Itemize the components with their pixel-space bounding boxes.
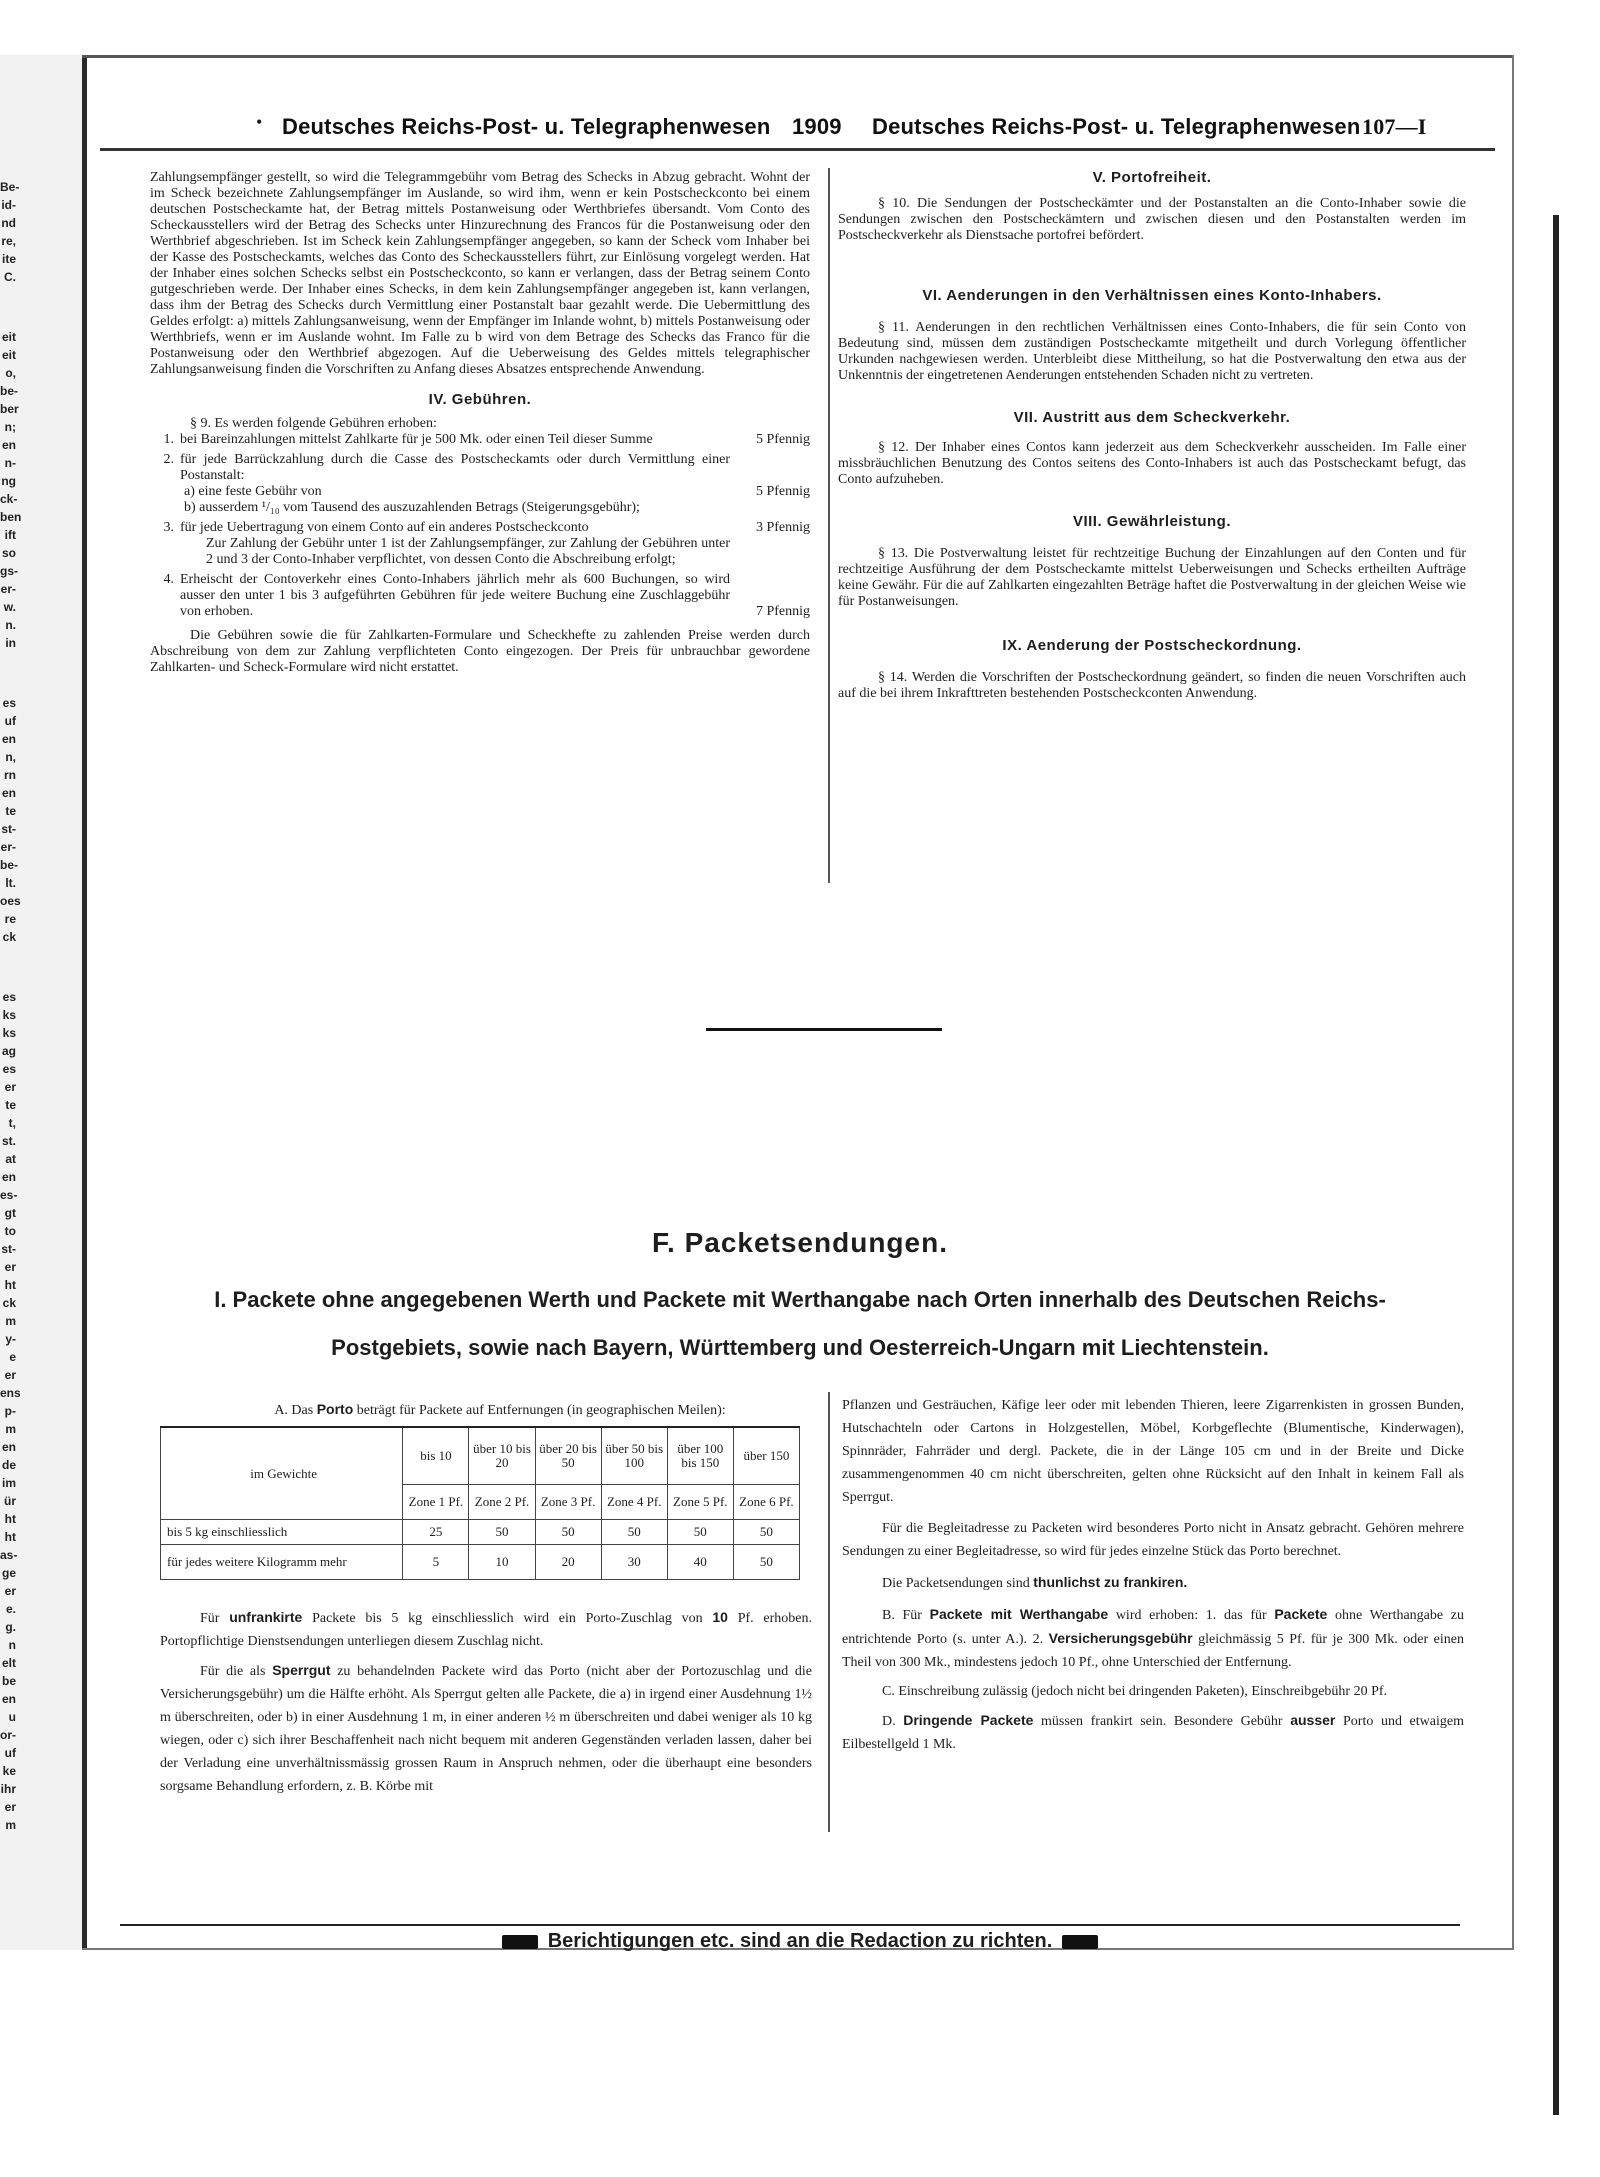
text-run: Für die als bbox=[200, 1664, 273, 1679]
section-f-subtitle-line2: Postgebiets, sowie nach Bayern, Württemberg und Oesterreich-Ungarn mit Liechtenstein. bbox=[331, 1335, 1269, 1360]
margin-fragment: ck bbox=[2, 930, 16, 944]
margin-fragment: uf bbox=[4, 1746, 16, 1760]
einschreibung-paragraph: C. Einschreibung zulässig (jedoch nicht bei dringenden Paketen), Einschreibgebühr 20 Pf. bbox=[882, 1684, 1388, 1699]
page-header bbox=[100, 108, 1490, 142]
margin-fragment: en bbox=[1, 1692, 16, 1706]
fee-number: 2. bbox=[163, 452, 174, 467]
margin-fragment: id- bbox=[1, 198, 16, 212]
fee-item-3 bbox=[150, 520, 810, 536]
margin-fragment: en bbox=[1, 438, 16, 452]
fee-text: Erheischt der Contoverkehr eines Conto-Inhabers jährlich mehr als 600 Buchungen, so wird ausser den unter 1 bis 3 aufgeführten Gebühren für jede weitere Buchung eine Zuschlaggebühr von erhoben. bbox=[180, 572, 730, 619]
text-run: B. Für bbox=[882, 1608, 930, 1623]
margin-fragment: ks bbox=[2, 1008, 16, 1022]
fee-list bbox=[150, 432, 810, 620]
footer-text: Berichtigungen etc. sind an die Redaction zu richten. bbox=[547, 1930, 1053, 1952]
bold-run: Dringende Packete bbox=[903, 1712, 1034, 1728]
margin-fragment: n bbox=[8, 1638, 16, 1652]
margin-fragment: er bbox=[4, 1584, 16, 1598]
margin-fragment: ür bbox=[4, 1494, 16, 1508]
text-run: zu behandelnden Packete wird das Porto (nicht aber der Portozuschlag und die Versicherungsgebühr) um die Hälfte erhöht. Als Sperrgut gelten alle Packete, die a) in irgend einer Ausdehnung 1½ m überschreiten, oder b) in einer Ausdehnung 1 m, in einer anderen ½ m überschreiten und dabei weniger als 10 kg wiegen, oder c) sich ihrer Beschaffenheit nach nicht bequem mit anderen Gegenständen verladen lassen, daher bei der Verladung eine unverhältnissmässig grossen Raum in Anspruch nehmen, oder die überhaupt eine besonders sorgsame Behandlung erfordern, z. B. Körbe mit bbox=[160, 1664, 813, 1794]
margin-fragment: st- bbox=[1, 822, 16, 836]
fee-text: für jede Uebertragung von einem Conto auf ein anderes Postscheckconto bbox=[180, 520, 589, 535]
margin-fragment: n; bbox=[4, 420, 16, 434]
range-header: über 20 bis 50 bbox=[535, 1427, 601, 1485]
margin-fragment: t, bbox=[8, 1116, 16, 1130]
margin-fragment: es bbox=[2, 696, 16, 710]
right-column bbox=[838, 168, 1466, 702]
caption-text: beträgt für Packete auf Entfernungen (in geographischen Meilen): bbox=[353, 1403, 726, 1418]
margin-fragment: as- bbox=[0, 1548, 18, 1562]
section-iv-intro: § 9. Es werden folgende Gebühren erhoben: bbox=[190, 416, 437, 431]
text-run: wird erhoben: 1. das für bbox=[1108, 1608, 1275, 1623]
sperrgut-continued: Pflanzen und Gesträuchen, Käfige leer oder mit lebenden Thieren, leere Zigarrenkisten in grossen Bunden, Hutschachteln oder Cartons in Holzgestellen, Möbel, Korbgeflechte (Blumentische, Kinderwagen), Spinnräder, Fahrräder und dergl. Packete, die in der Länge 105 cm und in der Breite und Dicke zusammengenommen 40 cm nicht überschreiten, gelten ohne Rücksicht auf den Inhalt in keinem Fall als Sperrgut. bbox=[842, 1398, 1464, 1505]
margin-fragment: be bbox=[1, 1674, 16, 1688]
page-number: 107—I bbox=[1362, 114, 1427, 139]
margin-fragment: st. bbox=[1, 1134, 16, 1148]
margin-fragment: e. bbox=[5, 1602, 16, 1616]
margin-fragment: gs- bbox=[0, 564, 18, 578]
rate-cell: 20 bbox=[535, 1545, 601, 1580]
fee-number: 3. bbox=[163, 520, 174, 535]
section-ix-text: § 14. Werden die Vorschriften der Postscheckordnung geändert, so finden die neuen Vorschriften auch auf die bei ihrem Inkrafttreten bestehenden Postscheckconten Anwendung. bbox=[838, 670, 1466, 701]
header-year: 1909 bbox=[792, 114, 842, 139]
fee-amount: 7 Pfennig bbox=[755, 604, 810, 619]
margin-fragment: gt bbox=[4, 1206, 16, 1220]
section-v-text: § 10. Die Sendungen der Postscheckämter und der Postanstalten an die Conto-Inhaber sowie die Sendungen zwischen den Postscheckämtern und zwischen diesen und den Postanstalten werden im Postscheckverkehr als Dienstsache portofrei befördert. bbox=[838, 196, 1466, 243]
page-top-edge bbox=[82, 55, 1512, 58]
margin-fragment: en bbox=[1, 1170, 16, 1184]
margin-fragment: rn bbox=[4, 768, 16, 782]
margin-fragment: ng bbox=[1, 474, 16, 488]
footer-rule bbox=[120, 1924, 1460, 1926]
rate-cell: 5 bbox=[403, 1545, 469, 1580]
werthangabe-paragraph bbox=[842, 1603, 1464, 1674]
adjacent-page-strip bbox=[0, 55, 87, 1950]
fee-text: b) ausserdem ¹/₁₀ vom Tausend des auszuzahlenden Betrags (Steigerungsgebühr); bbox=[184, 500, 640, 515]
fee-text: Zur Zahlung der Gebühr unter 1 ist der Zahlungsempfänger, zur Zahlung der Gebühren unter 2 und 3 der Conto-Inhaber verpflichtet, von dessen Conto die Abschreibung erfolgt; bbox=[206, 536, 730, 567]
range-header: über 50 bis 100 bbox=[601, 1427, 667, 1485]
text-run: Die Packetsendungen sind bbox=[882, 1576, 1034, 1591]
rate-cell: 30 bbox=[601, 1545, 667, 1580]
margin-fragment: ks bbox=[2, 1026, 16, 1040]
fee-text: für jede Barrückzahlung durch die Casse des Postscheckamts oder durch Vermittlung einer Postanstalt: bbox=[180, 452, 730, 483]
margin-fragment: ag bbox=[1, 1044, 16, 1058]
bold-run: Packete bbox=[1274, 1606, 1328, 1622]
section-iv-closing: Die Gebühren sowie die für Zahlkarten-Formulare und Scheckhefte zu zahlenden Preise werden durch Abschreibung von dem zur Zahlung verpflichteten Conto eingezogen. Der Preis für unbrauchbar gewordene Zahlkarten- und Scheck-Formulare wird nicht erstattet. bbox=[150, 628, 810, 675]
column-divider bbox=[828, 168, 830, 883]
margin-fragment: ber bbox=[0, 402, 19, 416]
header-bullet: • bbox=[256, 112, 263, 132]
margin-fragment: y- bbox=[5, 1332, 16, 1346]
margin-fragment: u bbox=[8, 1710, 16, 1724]
fee-text: bei Bareinzahlungen mittelst Zahlkarte für je 500 Mk. oder einen Teil dieser Summe bbox=[180, 432, 653, 447]
margin-fragment: re, bbox=[1, 234, 16, 248]
rate-cell: 25 bbox=[403, 1520, 469, 1545]
zone-header: Zone 4 Pf. bbox=[601, 1485, 667, 1520]
page-right-edge bbox=[1512, 55, 1514, 1950]
rate-cell: 40 bbox=[667, 1545, 733, 1580]
fee-amount: 3 Pfennig bbox=[755, 520, 810, 535]
fee-number: 1. bbox=[163, 432, 174, 447]
rate-cell: 50 bbox=[733, 1545, 799, 1580]
bold-run: Sperrgut bbox=[272, 1662, 331, 1678]
caption-bold: Porto bbox=[316, 1401, 354, 1417]
margin-fragment: Be- bbox=[0, 180, 20, 194]
margin-fragment: er bbox=[4, 1800, 16, 1814]
weight-header: im Gewichte bbox=[161, 1427, 403, 1520]
section-viii-title: VIII. Gewährleistung. bbox=[1072, 513, 1232, 530]
margin-fragment: eit bbox=[1, 348, 16, 362]
text-run: Für bbox=[200, 1611, 230, 1626]
zone-header: Zone 5 Pf. bbox=[667, 1485, 733, 1520]
margin-fragment: p- bbox=[4, 1404, 16, 1418]
margin-fragment: en bbox=[1, 786, 16, 800]
sperrgut-paragraph bbox=[160, 1659, 812, 1798]
section-vi-title: VI. Aenderungen in den Verhältnissen eines Konto-Inhabers. bbox=[922, 287, 1382, 304]
margin-fragment: be- bbox=[0, 384, 18, 398]
fee-item-2b bbox=[150, 500, 810, 516]
margin-fragment: er- bbox=[0, 840, 16, 854]
margin-fragment: at bbox=[5, 1152, 16, 1166]
rate-cell: 50 bbox=[667, 1520, 733, 1545]
bold-run: ausser bbox=[1290, 1712, 1336, 1728]
fee-text: a) eine feste Gebühr von bbox=[184, 484, 322, 499]
margin-fragment: n. bbox=[5, 618, 16, 632]
margin-fragment: nd bbox=[1, 216, 16, 230]
pointing-hand-left-icon bbox=[502, 1935, 538, 1949]
section-iv-title: IV. Gebühren. bbox=[428, 391, 532, 408]
margin-fragment: st- bbox=[1, 1242, 16, 1256]
margin-fragment: te bbox=[5, 1098, 16, 1112]
zone-header: Zone 3 Pf. bbox=[535, 1485, 601, 1520]
margin-fragment: ens bbox=[0, 1386, 21, 1400]
row-label: bis 5 kg einschliesslich bbox=[161, 1520, 403, 1545]
margin-fragment: ck- bbox=[0, 492, 18, 506]
left-column bbox=[150, 170, 810, 676]
packet-column-divider bbox=[828, 1392, 830, 1832]
rate-cell: 50 bbox=[601, 1520, 667, 1545]
rate-cell: 50 bbox=[535, 1520, 601, 1545]
text-run: müssen frankirt sein. Besondere Gebühr bbox=[1033, 1714, 1291, 1729]
bold-run: Versicherungsgebühr bbox=[1048, 1630, 1193, 1646]
text-run: gleichmässig 5 Pf. für je 300 Mk. oder einen Theil von 300 Mk., mindestens jedoch 10 Pf., ohne Unterschied der Entfernung. bbox=[842, 1632, 1464, 1670]
fee-number: 4. bbox=[163, 572, 174, 587]
fee-3-note bbox=[150, 536, 810, 568]
margin-fragment: so bbox=[1, 546, 16, 560]
packet-right-text bbox=[842, 1394, 1464, 1756]
margin-fragment: ihr bbox=[0, 1782, 16, 1796]
margin-fragment: en bbox=[1, 1440, 16, 1454]
section-f-title: F. Packetsendungen. bbox=[652, 1227, 948, 1258]
rate-cell: 10 bbox=[469, 1545, 535, 1580]
section-vii-title: VII. Austritt aus dem Scheckverkehr. bbox=[1013, 409, 1291, 426]
margin-fragment: ift bbox=[4, 528, 16, 542]
margin-fragment: lt. bbox=[5, 876, 16, 890]
bold-run: unfrankirte bbox=[229, 1609, 303, 1625]
pointing-hand-right-icon bbox=[1062, 1935, 1098, 1949]
margin-fragment: to bbox=[4, 1224, 16, 1238]
cheque-paragraph: Zahlungsempfänger gestellt, so wird die Telegrammgebühr vom Betrag des Schecks in Abzug gebracht. Wohnt der im Scheck bezeichnete Zahlungsempfänger im Auslande, so wird ihm, wenn er kein Postscheckconto bei einem deutschen Postscheckamte hat, der Betrag mittels Postanweisung oder Werthbriefes übersandt. Vom Conto des Scheckausstellers wird der Betrag des Schecks unter Hinzurechnung des Francos für die Postanweisung oder den Werthbrief abgeschrieben. Ist im Scheck kein Zahlungsempfänger angegeben, so kann der Scheck vom Inhaber bei der Kasse des Postscheckamts, welches das Conto des Scheckausstellers führt, zur Einlösung vorgelegt werden. Hat der Inhaber eines solchen Schecks selbst ein Postscheckconto, so kann er verlangen, dass der Betrag seinem Conto gutgeschrieben werde. Der Inhaber eines Schecks, in dem kein Zahlungsempfänger angegeben ist, kann verlangen, dass ihm der Betrag des Schecks durch Vermittlung einer Postanstalt baar gezahlt werde. Die Uebermittlung des Geldes erfolgt: a) mittels Zahlungsanweisung, wenn der Empfänger im Inlande wohnt, b) mittels Postanweisung oder Werthbriefs, wenn er im Auslande wohnt. Im Falle zu b wird von dem Betrage des Schecks das Franco für die Postanweisung oder den Werthbrief abgezogen. Auf die Ueberweisung des Geldes mittels telegraphischer Zahlungsanweisung finden die Vorschriften zu Anfang dieses Absatzes entsprechende Anwendung. bbox=[150, 170, 810, 377]
header-rule bbox=[100, 148, 1495, 151]
text-run: D. bbox=[882, 1714, 904, 1729]
margin-fragment: eit bbox=[1, 330, 16, 344]
fee-item-2a bbox=[150, 484, 810, 500]
dringend-paragraph bbox=[842, 1709, 1464, 1756]
text-run: Pf. erhoben. Portopflichtige Dienstsendungen unterliegen diesem Zuschlag nicht. bbox=[160, 1611, 812, 1649]
range-header: über 100 bis 150 bbox=[667, 1427, 733, 1485]
margin-fragment: oes bbox=[0, 894, 21, 908]
margin-fragment: or- bbox=[0, 1728, 16, 1742]
margin-fragment: ht bbox=[4, 1278, 16, 1292]
margin-fragment: e bbox=[9, 1350, 16, 1364]
section-ix-title: IX. Aenderung der Postscheckordnung. bbox=[1002, 637, 1302, 654]
zone-header: Zone 6 Pf. bbox=[733, 1485, 799, 1520]
margin-fragment: er bbox=[4, 1368, 16, 1382]
section-vii-text: § 12. Der Inhaber eines Contos kann jederzeit aus dem Scheckverkehr ausscheiden. Im Falle einer missbräuchlichen Benutzung des Contos seitens des Conto-Inhabers ist auch das Postscheckamt befugt, das Conto aufzuheben. bbox=[838, 440, 1466, 487]
margin-fragment: w. bbox=[3, 600, 16, 614]
margin-fragment: m bbox=[5, 1818, 16, 1832]
rate-cell: 50 bbox=[733, 1520, 799, 1545]
frankiren-paragraph bbox=[842, 1571, 1464, 1595]
fee-amount: 5 Pfennig bbox=[755, 432, 810, 447]
text-run: Packete bis 5 kg einschliesslich wird ein Porto-Zuschlag von bbox=[302, 1611, 713, 1626]
rate-cell: 50 bbox=[469, 1520, 535, 1545]
margin-fragment: ht bbox=[4, 1530, 16, 1544]
section-vi-text: § 11. Aenderungen in den rechtlichen Verhältnissen eines Conto-Inhabers, die für sein Conto von Bedeutung sind, müssen dem zuständigen Postscheckamte mitgetheilt und durch Vorlegung öffentlicher Urkunden nachgewiesen werden. Unterbleibt diese Mittheilung, so hat die Postverwaltung den etwa aus der Unkenntnis der eingetretenen Aenderungen entstehenden Schaden nicht zu vertreten. bbox=[838, 320, 1466, 383]
section-v-title: V. Portofreiheit. bbox=[1092, 169, 1212, 186]
margin-fragment: n, bbox=[5, 750, 16, 764]
fee-item-4 bbox=[150, 572, 810, 620]
margin-fragment: elt bbox=[1, 1656, 16, 1670]
margin-fragment: C. bbox=[4, 270, 16, 284]
range-header: über 150 bbox=[733, 1427, 799, 1485]
margin-fragment: es bbox=[2, 990, 16, 1004]
margin-fragment: er bbox=[4, 1260, 16, 1274]
margin-fragment: ben bbox=[0, 510, 22, 524]
row-label: für jedes weitere Kilogramm mehr bbox=[161, 1545, 403, 1580]
margin-fragment: ck bbox=[2, 1296, 16, 1310]
zone-header: Zone 1 Pf. bbox=[403, 1485, 469, 1520]
margin-fragment: m bbox=[5, 1422, 16, 1436]
margin-fragment: n- bbox=[4, 456, 16, 470]
begleitadresse-paragraph: Für die Begleitadresse zu Packeten wird besonderes Porto nicht in Ansatz gebracht. Gehören mehrere Sendungen zu einer Begleitadresse, so wird für jedes einzelne Stück das Porto berechnet. bbox=[842, 1521, 1464, 1559]
margin-fragment: g. bbox=[5, 1620, 16, 1634]
margin-fragment: im bbox=[1, 1476, 16, 1490]
bold-run: 10 bbox=[712, 1609, 728, 1625]
header-left-title: Deutsches Reichs-Post- u. Telegraphenwesen bbox=[282, 114, 771, 139]
text-run: Porto und etwaigem Eilbestellgeld 1 Mk. bbox=[842, 1714, 1464, 1752]
fee-amount: 5 Pfennig bbox=[755, 484, 810, 499]
bold-run: thunlichst zu frankiren. bbox=[1033, 1574, 1188, 1590]
table-row bbox=[161, 1545, 800, 1580]
header-right-title: Deutsches Reichs-Post- u. Telegraphenwesen bbox=[872, 114, 1361, 139]
margin-fragment: m bbox=[5, 1314, 16, 1328]
table-header-row bbox=[161, 1427, 800, 1485]
margin-fragment: ite bbox=[1, 252, 16, 266]
margin-fragment: es- bbox=[0, 1188, 18, 1202]
page-footer bbox=[0, 1930, 1600, 1953]
caption-text: A. Das bbox=[274, 1403, 317, 1418]
margin-fragment: in bbox=[5, 636, 16, 650]
margin-fragment: ge bbox=[1, 1566, 16, 1580]
rate-caption bbox=[160, 1400, 820, 1420]
range-header: bis 10 bbox=[403, 1427, 469, 1485]
section-viii-text: § 13. Die Postverwaltung leistet für rechtzeitige Buchung der Einzahlungen auf den Conten und für rechtzeitige Ausführung der dem Postscheckamte mittelst Ueberweisungen und Schecks ertheilten Aufträge keine Gewähr. Für die auf Zahlkarten eingezahlten Beträge haftet die Postverwaltung in der gleichen Weise wie für Postanweisungen. bbox=[838, 546, 1466, 609]
margin-fragment: en bbox=[1, 732, 16, 746]
fee-item-1 bbox=[150, 432, 810, 448]
fee-item-2 bbox=[150, 452, 810, 484]
range-header: über 10 bis 20 bbox=[469, 1427, 535, 1485]
binding-shadow bbox=[1553, 215, 1559, 2115]
margin-fragment: de bbox=[1, 1458, 16, 1472]
table-row bbox=[161, 1520, 800, 1545]
section-separator bbox=[706, 1028, 942, 1031]
zone-header: Zone 2 Pf. bbox=[469, 1485, 535, 1520]
margin-fragment: ht bbox=[4, 1512, 16, 1526]
margin-fragment: er bbox=[4, 1080, 16, 1094]
section-f-subtitle-line1: I. Packete ohne angegebenen Werth und Packete mit Werthangabe nach Orten innerhalb des Deutschen Reichs- bbox=[214, 1287, 1386, 1312]
packet-left-text bbox=[160, 1606, 812, 1798]
margin-fragment: te bbox=[5, 804, 16, 818]
postage-table bbox=[160, 1426, 800, 1580]
rate-block bbox=[160, 1400, 820, 1580]
margin-fragment: o, bbox=[5, 366, 16, 380]
unfrankirt-paragraph bbox=[160, 1606, 812, 1653]
margin-fragment: es bbox=[2, 1062, 16, 1076]
margin-fragment: ke bbox=[2, 1764, 16, 1778]
margin-fragment: be- bbox=[0, 858, 18, 872]
text-run: ohne Werthangabe zu entrichtende Porto (s. unter A.). 2. bbox=[842, 1608, 1464, 1647]
bold-run: Packete mit Werthangabe bbox=[929, 1606, 1109, 1622]
margin-fragment: uf bbox=[4, 714, 16, 728]
margin-fragment: re bbox=[4, 912, 16, 926]
margin-fragment: er- bbox=[0, 582, 16, 596]
